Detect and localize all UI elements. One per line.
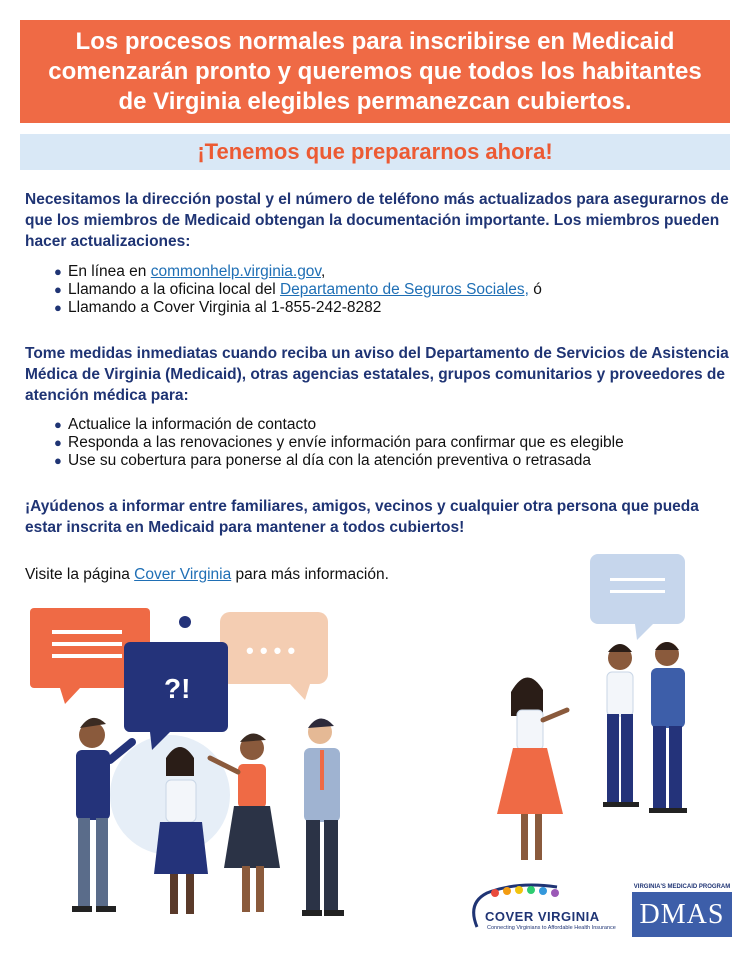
dmas-caption: VIRGINIA'S MEDICAID PROGRAM <box>633 884 731 890</box>
person-woman-left <box>497 677 567 860</box>
trio-conversation-illustration <box>485 552 730 872</box>
group-conversation-illustration <box>20 600 390 930</box>
cover-virginia-link[interactable]: Cover Virginia <box>134 566 232 583</box>
list-item: ● Use su cobertura para ponerse al día con la atención preventiva o retrasada <box>54 452 592 469</box>
dmas-logo <box>632 892 732 937</box>
section2-text: Tome medidas inmediatas cuando reciba un aviso del Departamento de Servicios de Asistencia Médica de Virginia (Medicaid), otras agencias estatales, grupos comunitarios y proveedores de atención médica para: <box>25 345 729 404</box>
list-item: ● Actualice la información de contacto <box>54 416 317 433</box>
commonhelp-link[interactable]: commonhelp.virginia.gov <box>150 263 322 280</box>
subheader-title: ¡Tenemos que prepararnos ahora! <box>197 139 553 164</box>
person-woman-middle <box>603 644 639 807</box>
list-item: ● Responda a las renovaciones y envíe información para confirmar que es elegible <box>54 434 624 451</box>
header-banner <box>20 20 730 123</box>
cover-virginia-logo <box>465 883 625 938</box>
list-item: ● Llamando a la oficina local del Departamento de Seguros Sociales, ó <box>54 281 542 298</box>
svg-text:• • • •: • • • • <box>246 638 296 663</box>
subheader-banner <box>20 134 730 170</box>
question-bubble-icon <box>124 642 228 750</box>
person-man-grey <box>302 718 344 916</box>
cover-virginia-tagline: Connecting Virginians to Affordable Health Insurance <box>487 925 616 931</box>
dmas-name: DMAS <box>639 898 725 930</box>
section1-text: Necesitamos la dirección postal y el número de teléfono más actualizados para asegurarnos de que los miembros de Medicaid obtengan la documentación importante. Los miembros pueden hacer actualizaciones: <box>25 191 729 250</box>
person-man-right <box>649 642 687 813</box>
list-item: ● Llamando a Cover Virginia al 1-855-242-8282 <box>54 299 382 316</box>
section3-text: ¡Ayúdenos a informar entre familiares, amigos, vecinos y cualquier otra persona que pueda estar inscrita en Medicaid para mantener a todos cubiertos! <box>25 498 699 536</box>
update-methods-list <box>54 263 542 317</box>
dots-bubble-icon <box>220 612 328 700</box>
list-item: ● En línea en commonhelp.virginia.gov, <box>54 263 326 280</box>
page-title: Los procesos normales para inscribirse en Medicaid comenzarán pronto y queremos que todos los habitantes de Virginia elegibles permanezcan cubiertos. <box>48 27 702 115</box>
social-services-link[interactable]: Departamento de Seguros Sociales, <box>279 281 529 298</box>
visit-text: Visite la página Cover Virginia para más información. <box>25 566 389 583</box>
cover-virginia-name: COVER VIRGINIA <box>485 909 600 924</box>
chat-bubble-icon <box>590 554 685 640</box>
action-list <box>54 416 624 470</box>
svg-text:?!: ?! <box>164 673 191 704</box>
